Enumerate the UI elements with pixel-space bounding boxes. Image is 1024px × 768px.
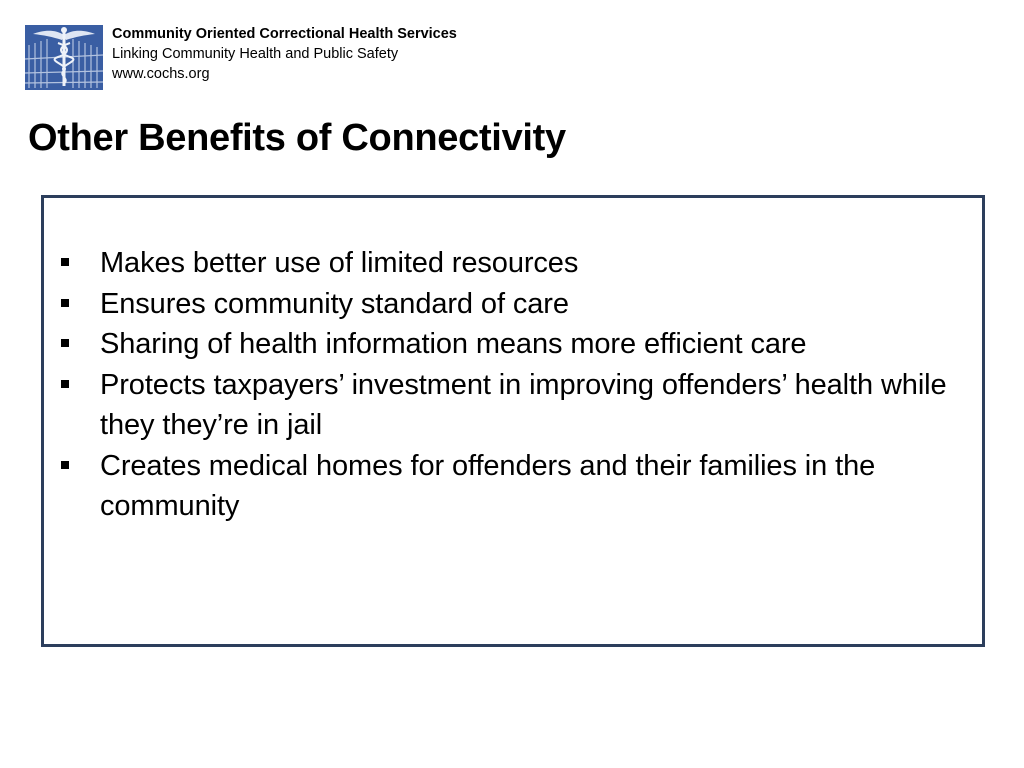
slide-title: Other Benefits of Connectivity — [28, 117, 566, 159]
bullet-item — [58, 243, 978, 284]
bullet-text: Protects taxpayers’ investment in improving offenders’ health while they they’re in jail — [100, 368, 947, 441]
org-header — [112, 24, 457, 84]
bullet-text: Makes better use of limited resources — [100, 247, 579, 279]
caduceus-jail-bars-logo-icon — [25, 25, 103, 90]
square-bullet-icon — [61, 258, 69, 266]
square-bullet-icon — [61, 339, 69, 347]
bullet-item — [58, 324, 978, 365]
square-bullet-icon — [61, 299, 69, 307]
org-website: www.cochs.org — [112, 66, 210, 82]
bullet-item — [58, 446, 978, 527]
bullet-list — [58, 243, 978, 527]
cochs-logo — [25, 25, 103, 90]
org-tagline: Linking Community Health and Public Safety — [112, 46, 399, 62]
bullet-text: Creates medical homes for offenders and their families in the community — [100, 449, 876, 522]
bullet-item — [58, 284, 978, 325]
content-box — [41, 195, 985, 647]
square-bullet-icon — [61, 461, 69, 469]
bullet-text: Sharing of health information means more efficient care — [100, 328, 807, 360]
bullet-text: Ensures community standard of care — [100, 287, 569, 320]
bullet-item — [58, 365, 978, 446]
square-bullet-icon — [61, 380, 69, 388]
org-name: Community Oriented Correctional Health Services — [112, 26, 457, 42]
